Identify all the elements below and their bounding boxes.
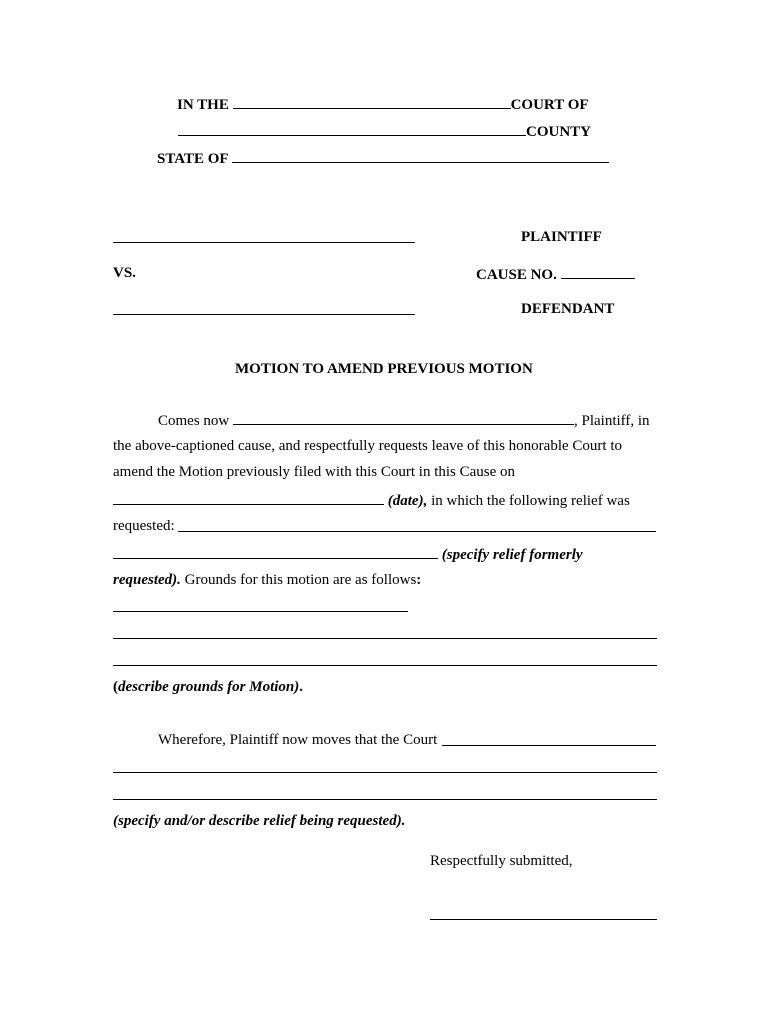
body-line-2: the above-captioned cause, and respectfully requests leave of this honorable Court to	[113, 438, 622, 454]
state-name-blank[interactable]	[232, 148, 609, 163]
caption-in-the: IN THE	[177, 97, 229, 113]
vs-label: VS.	[113, 265, 136, 281]
caption-in-the-line	[177, 94, 589, 114]
grounds-text: Grounds for this motion are as follows	[180, 572, 417, 588]
cause-no-blank[interactable]	[561, 264, 635, 279]
wherefore-blank-3[interactable]	[113, 799, 657, 800]
body-line-3: amend the Motion previously filed with this Court in this Cause on	[113, 464, 516, 480]
requested-line	[113, 517, 175, 535]
caption-court-of: COURT OF	[510, 97, 589, 113]
caption-state-of: STATE OF	[157, 151, 228, 167]
requested-italic: requested).	[113, 572, 181, 588]
county-name-blank[interactable]	[178, 121, 526, 136]
describe-grounds-period: .	[299, 679, 304, 695]
plaintiff-name-body-blank[interactable]	[233, 410, 574, 425]
caption-county-line	[178, 121, 591, 141]
plaintiff-label: PLAINTIFF	[521, 229, 602, 245]
grounds-line	[113, 571, 421, 589]
comes-now-line	[158, 410, 650, 430]
describe-grounds-text: describe grounds for Motion)	[118, 679, 300, 695]
grounds-blank-3[interactable]	[113, 665, 657, 666]
cause-no-label: CAUSE NO.	[476, 267, 557, 283]
wherefore-blank-1[interactable]	[442, 745, 656, 746]
specify-describe-relief: (specify and/or describe relief being requested).	[113, 813, 406, 829]
comes-now-text: Comes now	[158, 413, 230, 429]
grounds-colon: :	[416, 572, 422, 588]
signature-blank[interactable]	[430, 919, 657, 920]
wherefore-line	[158, 731, 437, 749]
specify-relief-formerly: (specify relief formerly	[441, 547, 583, 563]
court-name-blank[interactable]	[233, 94, 511, 109]
wherefore-text: Wherefore, Plaintiff now moves that the Court	[158, 732, 438, 748]
plaintiff-name-blank[interactable]	[113, 242, 415, 243]
specify-relief-line	[113, 544, 583, 564]
relief-requested-blank-1[interactable]	[178, 531, 656, 532]
following-relief-text: in which the following relief was	[427, 493, 630, 509]
defendant-label: DEFENDANT	[521, 301, 615, 317]
relief-requested-blank-2[interactable]	[113, 544, 438, 559]
date-label: (date),	[387, 493, 428, 509]
caption-state-line	[157, 148, 609, 168]
date-blank[interactable]	[113, 490, 384, 505]
describe-grounds-line	[113, 678, 303, 696]
date-line	[113, 490, 630, 510]
defendant-name-blank[interactable]	[113, 314, 415, 315]
cause-no-line	[476, 264, 635, 284]
grounds-blank-2[interactable]	[113, 638, 657, 639]
plaintiff-in-text: , Plaintiff, in	[574, 413, 650, 429]
grounds-blank-1[interactable]	[113, 611, 408, 612]
open-paren: (	[113, 679, 118, 695]
requested-label: requested:	[113, 518, 175, 534]
respectfully-submitted: Respectfully submitted,	[430, 853, 573, 869]
wherefore-blank-2[interactable]	[113, 772, 657, 773]
caption-county: COUNTY	[526, 124, 592, 140]
document-title: MOTION TO AMEND PREVIOUS MOTION	[235, 361, 533, 377]
